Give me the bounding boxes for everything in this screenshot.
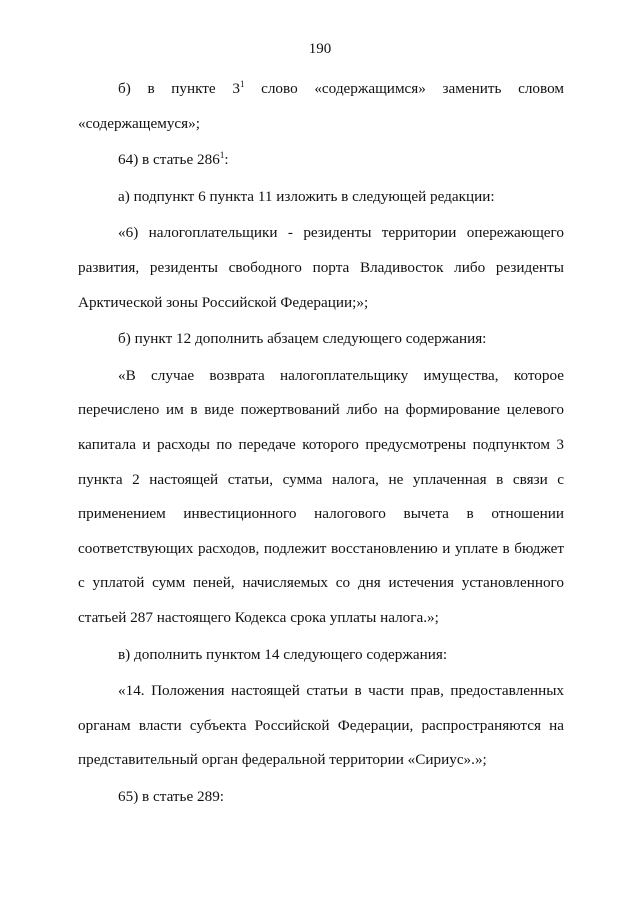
paragraph-text: слово «содержащимся» заменить словом [244,80,564,97]
paragraph-text: а) подпункт 6 пункта 11 изложить в следующей редакции: [118,187,495,205]
paragraph-item-b-point-3-1 [78,72,564,107]
paragraph-text: «14. Положения настоящей статьи в части прав, предоставленных органам власти субъекта Российской Федерации, распространяются на представительный орган федеральной территории «Сириус».»; [78,682,564,769]
superscript: 1 [239,79,245,89]
paragraph-article-289 [78,780,564,815]
page-number: 190 [308,41,332,57]
paragraph-text: б) в пункте 3 [118,80,240,97]
superscript: 1 [219,150,225,161]
paragraph-continuation [78,107,564,142]
paragraph-text: «содержащемуся»; [78,114,200,132]
paragraph-text: б) пункт 12 дополнить абзацем следующего содержания: [118,330,487,348]
paragraph-quote-14 [78,674,564,778]
document-body [78,72,564,814]
paragraph-article-286-1 [78,143,564,178]
paragraph-text: : [224,151,229,169]
paragraph-text: «6) налогоплательщики - резиденты территории опережающего развития, резиденты свободного порта Владивосток либо резиденты Арктической зоны Российской Федерации;»; [78,224,564,311]
paragraph-text: «В случае возврата налогоплательщику имущества, которое перечислено им в виде пожертвований либо на формирование целевого капитала и расходы по передаче которого предусмотрены подпунктом 3 пункта 2 настоящей статьи, сумма налога, не уплаченная в связи с применением инвестиционного налогового вычета в отношении соответствующих расходов, подлежит восстановлению и уплате в бюджет с уплатой сумм пеней, начисляемых со дня истечения установленного статьей 287 настоящего Кодекса срока уплаты налога.»; [78,366,564,626]
paragraph-text: 64) в статье 286 [118,151,220,169]
paragraph-quote-return [78,359,564,636]
paragraph-text: 65) в статье 289: [118,787,225,805]
paragraph-quote-6 [78,216,564,320]
paragraph-text: в) дополнить пунктом 14 следующего содержания: [118,645,448,663]
paragraph-subitem-a [78,180,564,215]
paragraph-subitem-b [78,322,564,357]
paragraph-subitem-v [78,638,564,673]
